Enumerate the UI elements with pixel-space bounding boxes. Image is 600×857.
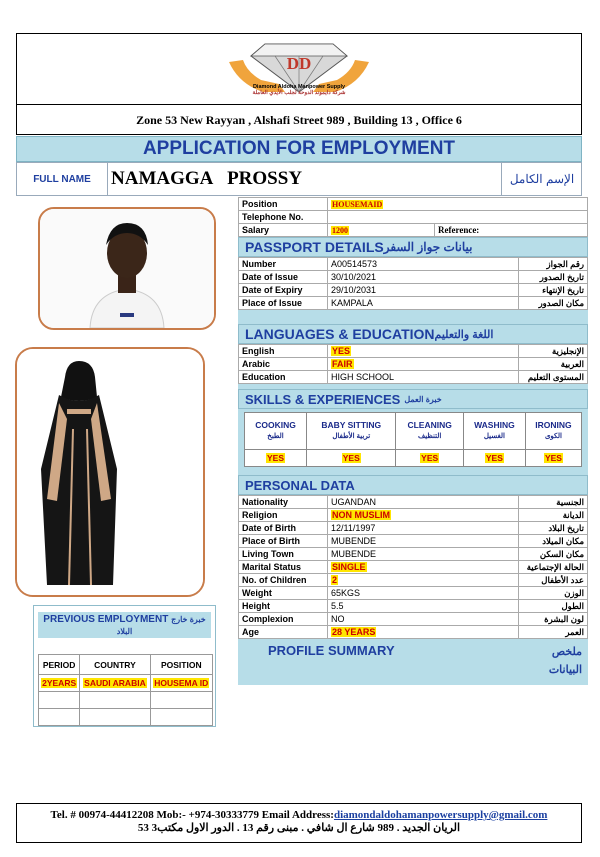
skills-header-row <box>245 413 582 450</box>
prev-col-period: PERIOD <box>39 655 80 675</box>
skills-value-row <box>245 450 582 467</box>
table-row <box>239 371 588 384</box>
footer-contact-line <box>17 809 581 821</box>
full-name-row <box>16 162 582 196</box>
skill-value-cell <box>396 450 463 467</box>
table-row <box>239 600 588 613</box>
row-value-cell <box>328 561 519 574</box>
logo-caption-en: Diamond Aldoha Manpower Supply <box>252 84 346 90</box>
telephone-label: Telephone No. <box>239 211 328 224</box>
salary-label: Salary <box>239 224 328 237</box>
row-value: YES <box>332 346 351 356</box>
table-row <box>239 522 588 535</box>
row-value: MUBENDE <box>328 535 519 548</box>
profile-summary-section <box>238 639 588 685</box>
logo-caption <box>17 84 581 96</box>
table-row <box>239 496 588 509</box>
skill-value-cell <box>245 450 307 467</box>
row-value: NON MUSLIM <box>332 510 390 520</box>
row-value: UGANDAN <box>328 496 519 509</box>
row-label: Complexion <box>239 613 328 626</box>
row-label-ar: رقم الجواز <box>519 258 588 271</box>
row-label: Age <box>239 626 328 639</box>
skills-table <box>244 412 582 467</box>
prev-position: HOUSEMA ID <box>154 677 209 688</box>
previous-employment-empty-row <box>39 709 213 726</box>
skill-value: YES <box>544 453 562 463</box>
row-label: English <box>239 345 328 358</box>
row-label-ar: المستوى التعليم <box>519 371 588 384</box>
skill-name-cell <box>396 413 463 450</box>
skill-name-cell <box>463 413 525 450</box>
previous-employment-table <box>38 654 213 726</box>
skill-value-cell <box>463 450 525 467</box>
personal-section-header <box>238 475 588 495</box>
languages-section-header <box>238 324 588 344</box>
skills-panel <box>238 409 588 475</box>
row-label: Height <box>239 600 328 613</box>
row-value-cell <box>328 574 519 587</box>
row-value: 65KGS <box>328 587 519 600</box>
skill-name: IRONING <box>535 420 572 430</box>
row-label-ar: الجنسية <box>519 496 588 509</box>
table-row <box>239 548 588 561</box>
full-name-label-ar: الإسم الكامل <box>501 163 582 195</box>
row-label: Education <box>239 371 328 384</box>
row-label-ar: مكان السكن <box>519 548 588 561</box>
prev-country-cell <box>80 675 150 692</box>
prev-period-cell <box>39 675 80 692</box>
row-value: 12/11/1997 <box>328 522 519 535</box>
footer-phones: Tel. # 00974-44412208 Mob:- +974-30333779 Email Address: <box>50 809 334 821</box>
row-label: Weight <box>239 587 328 600</box>
personal-title: PERSONAL DATA <box>245 477 355 493</box>
prev-col-country: COUNTRY <box>80 655 150 675</box>
row-value: KAMPALA <box>328 297 519 310</box>
languages-title-ar: اللغة والتعليم <box>434 328 494 341</box>
prev-position-cell <box>150 675 212 692</box>
row-label-ar: الحالة الإجتماعية <box>519 561 588 574</box>
footer-address-ar: 53 الريان الجديد . 989 شارع ال شافي . مبنى رقم 13 . الدور الاول مكتب3 <box>137 822 461 834</box>
skill-name: CLEANING <box>407 420 452 430</box>
page-title: APPLICATION FOR EMPLOYMENT <box>16 136 582 162</box>
row-label-ar: تاريخ الصدور <box>519 271 588 284</box>
row-label-ar: مكان الميلاد <box>519 535 588 548</box>
skill-name: COOKING <box>255 420 296 430</box>
row-value: 5.5 <box>328 600 519 613</box>
skills-section-header <box>238 389 588 409</box>
previous-employment-title-ar: خبرة خارج البلاد <box>116 615 206 636</box>
row-label-ar: تاريخ الإنتهاء <box>519 284 588 297</box>
row-label-ar: الإنجليزية <box>519 345 588 358</box>
skill-name-cell <box>245 413 307 450</box>
previous-employment-header <box>38 612 211 638</box>
row-label-ar: عدد الأطفال <box>519 574 588 587</box>
row-label: Living Town <box>239 548 328 561</box>
row-value-cell <box>328 626 519 639</box>
row-label: Number <box>239 258 328 271</box>
skill-value-cell <box>525 450 581 467</box>
skill-value: YES <box>421 453 439 463</box>
row-value: MUBENDE <box>328 548 519 561</box>
previous-employment-title: PREVIOUS EMPLOYMENT <box>43 614 169 625</box>
table-row <box>239 271 588 284</box>
position-value-cell <box>328 198 588 211</box>
position-value: HOUSEMAID <box>332 200 383 209</box>
logo-caption-ar: شركة دايموند الدوحة لجلب الأيدي العاملة <box>252 90 346 96</box>
row-label: Religion <box>239 509 328 522</box>
skill-name-cell <box>307 413 396 450</box>
prev-country: SAUDI ARABIA <box>84 677 146 688</box>
table-row <box>239 613 588 626</box>
previous-employment-header-row <box>39 655 213 675</box>
previous-employment-box <box>33 605 216 727</box>
row-label: Date of Birth <box>239 522 328 535</box>
row-label-ar: الديانة <box>519 509 588 522</box>
row-value: FAIR <box>332 359 353 369</box>
job-table <box>238 197 588 237</box>
footer-email-link[interactable]: diamondaldohamanpowersupply@gmail.com <box>333 809 548 821</box>
row-label-ar: مكان الصدور <box>519 297 588 310</box>
row-label: Place of Birth <box>239 535 328 548</box>
row-value: 29/10/2031 <box>328 284 519 297</box>
table-row <box>239 297 588 310</box>
profile-summary-title-ar: ملخص البيانات <box>548 646 582 676</box>
skills-title: SKILLS & EXPERIENCES <box>245 391 401 407</box>
skills-title-ar: خبرة العمل <box>404 394 442 404</box>
salary-value-cell <box>328 224 435 237</box>
row-label: No. of Children <box>239 574 328 587</box>
company-address: Zone 53 New Rayyan , Alshafi Street 989 , Building 13 , Office 6 <box>17 104 581 135</box>
person-portrait-icon <box>40 209 214 328</box>
personal-table <box>238 495 588 639</box>
skill-name-ar: الكوى <box>544 433 562 440</box>
row-label-ar: الطول <box>519 600 588 613</box>
svg-text:DD: DD <box>286 54 312 73</box>
profile-summary-title: PROFILE SUMMARY <box>268 643 395 658</box>
skill-name-ar: تربية الأطفال <box>332 433 371 440</box>
row-value: A00514573 <box>328 258 519 271</box>
table-row <box>239 358 588 371</box>
details-column <box>238 197 588 685</box>
skill-name-ar: الغسيل <box>483 433 505 440</box>
table-row <box>239 574 588 587</box>
row-label-ar: لون البشرة <box>519 613 588 626</box>
table-row <box>239 509 588 522</box>
row-value-cell <box>328 509 519 522</box>
skill-name-ar: الطبخ <box>267 433 284 440</box>
skill-name: BABY SITTING <box>321 420 382 430</box>
languages-table <box>238 344 588 384</box>
row-label: Date of Issue <box>239 271 328 284</box>
row-label: Place of Issue <box>239 297 328 310</box>
salary-value: 1200 <box>332 226 348 235</box>
full-name-value: NAMAGGA PROSSY <box>111 168 303 189</box>
company-header <box>16 33 582 135</box>
row-label-ar: تاريخ البلاد <box>519 522 588 535</box>
prev-col-position: POSITION <box>150 655 212 675</box>
previous-employment-empty-row <box>39 692 213 709</box>
skill-value: YES <box>342 453 360 463</box>
row-label: Date of Expiry <box>239 284 328 297</box>
row-label: Marital Status <box>239 561 328 574</box>
skill-value-cell <box>307 450 396 467</box>
row-value: 30/10/2021 <box>328 271 519 284</box>
table-row <box>239 587 588 600</box>
skill-name-ar: التنظيف <box>417 433 442 440</box>
row-value-cell <box>328 358 519 371</box>
row-value: 28 YEARS <box>332 627 376 637</box>
telephone-value <box>328 211 588 224</box>
table-row <box>239 561 588 574</box>
row-label-ar: العمر <box>519 626 588 639</box>
row-label-ar: العربية <box>519 358 588 371</box>
passport-title: PASSPORT DETAILS <box>245 239 384 255</box>
passport-section-header <box>238 237 588 257</box>
row-label: Arabic <box>239 358 328 371</box>
position-label: Position <box>239 198 328 211</box>
headshot-photo <box>38 207 216 330</box>
row-value: 2 <box>332 575 338 585</box>
skill-name: WASHING <box>474 420 515 430</box>
footer-contact <box>16 803 582 843</box>
row-value: NO <box>328 613 519 626</box>
row-label: Nationality <box>239 496 328 509</box>
previous-employment-row <box>39 675 213 692</box>
table-row <box>239 626 588 639</box>
reference-label: Reference: <box>435 224 588 237</box>
table-row <box>239 535 588 548</box>
table-row <box>239 345 588 358</box>
passport-table <box>238 257 588 310</box>
skill-name-cell <box>525 413 581 450</box>
row-value: HIGH SCHOOL <box>328 371 519 384</box>
skill-value: YES <box>267 453 285 463</box>
person-full-body-icon <box>17 349 203 595</box>
row-value: SINGLE <box>332 562 366 572</box>
table-row <box>239 284 588 297</box>
languages-title: LANGUAGES & EDUCATION <box>245 326 435 342</box>
table-row <box>239 258 588 271</box>
skill-value: YES <box>485 453 503 463</box>
prev-period: 2YEARS <box>42 678 77 688</box>
row-value-cell <box>328 345 519 358</box>
full-body-photo <box>15 347 205 597</box>
passport-title-ar: بيانات جواز السفر <box>383 240 473 254</box>
full-name-label: FULL NAME <box>17 163 108 195</box>
row-label-ar: الوزن <box>519 587 588 600</box>
